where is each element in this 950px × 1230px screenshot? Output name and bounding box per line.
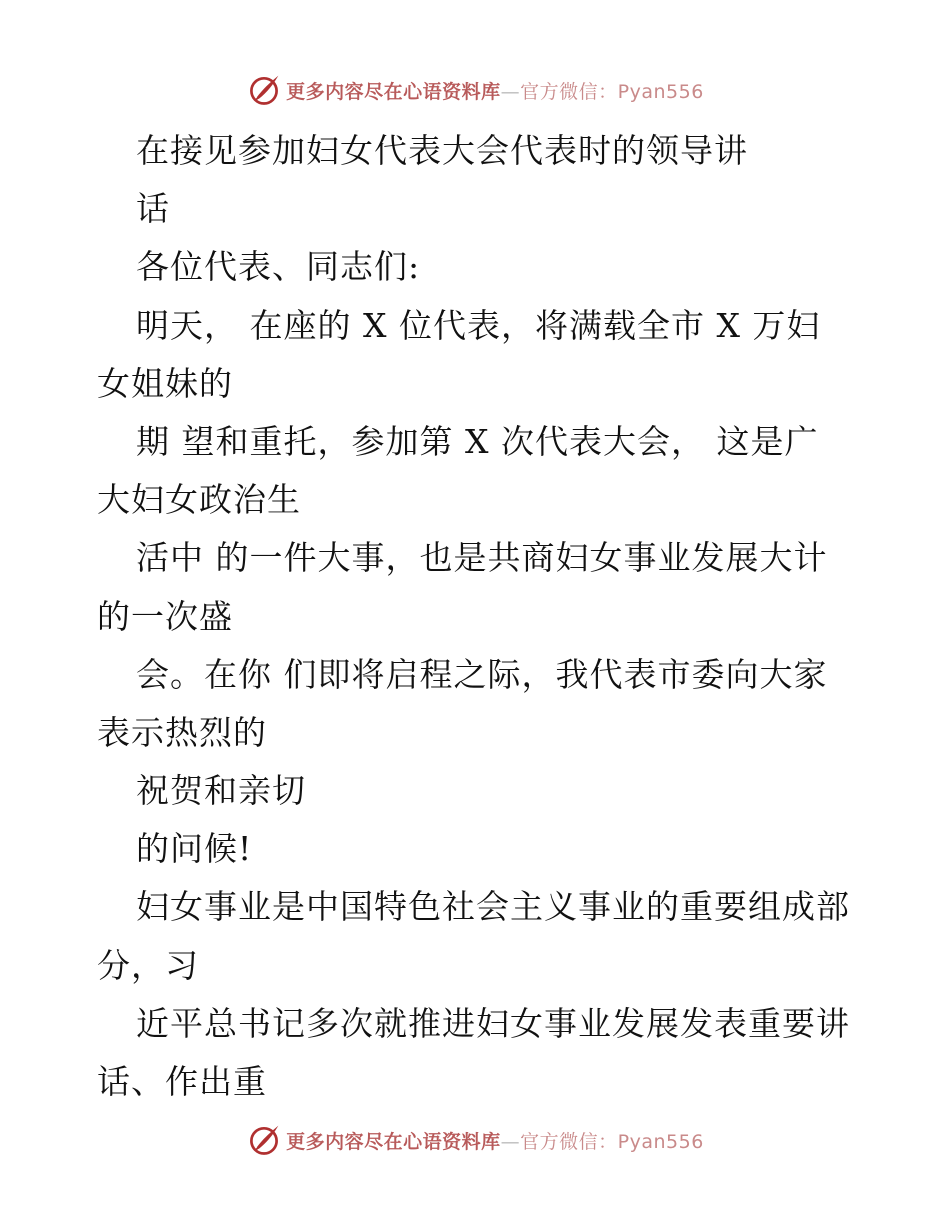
text-line: 的问候! [136, 829, 253, 869]
text-line: 近平总书记多次就推进妇女事业发展发表重要讲 [136, 1003, 850, 1043]
text-line: 活中 的一件大事，也是共商妇女事业发展大计 [136, 538, 828, 578]
text-line: 的一次盛 [97, 596, 233, 636]
text-line: 明天， 在座的 X 位代表，将满载全市 X 万妇 [136, 305, 821, 345]
text-line: 女姐妹的 [97, 363, 233, 403]
watermark-separator: — [500, 80, 521, 103]
text-line: 分，习 [97, 945, 199, 985]
watermark-text [286, 1127, 704, 1154]
text-line: 期 望和重托，参加第 X 次代表大会， 这是广 [136, 421, 819, 461]
text-line: 各位代表、同志们: [136, 247, 421, 287]
text-line: 会。在你 们即将启程之际，我代表市委向大家 [136, 654, 828, 694]
watermark-contact: 官方微信：Pyan556 [520, 1130, 704, 1153]
watermark-brand: 更多内容尽在心语资料库 [286, 1130, 501, 1153]
feather-logo-icon [246, 1122, 282, 1158]
text-line: 话 [136, 189, 170, 229]
watermark-contact: 官方微信：Pyan556 [520, 80, 704, 103]
watermark-text [286, 77, 704, 104]
feather-logo-icon [246, 72, 282, 108]
footer-watermark [0, 1120, 950, 1160]
text-line: 表示热烈的 [97, 712, 267, 752]
document-body [97, 122, 857, 1111]
watermark-brand: 更多内容尽在心语资料库 [286, 80, 501, 103]
watermark-separator: — [500, 1130, 521, 1153]
text-line: 大妇女政治生 [97, 480, 301, 520]
text-line: 妇女事业是中国特色社会主义事业的重要组成部 [136, 887, 850, 927]
text-line: 话、作出重 [97, 1062, 267, 1101]
header-watermark [0, 70, 950, 110]
text-line: 祝贺和亲切 [136, 771, 306, 811]
text-line: 在接见参加妇女代表大会代表时的领导讲 [136, 131, 748, 170]
